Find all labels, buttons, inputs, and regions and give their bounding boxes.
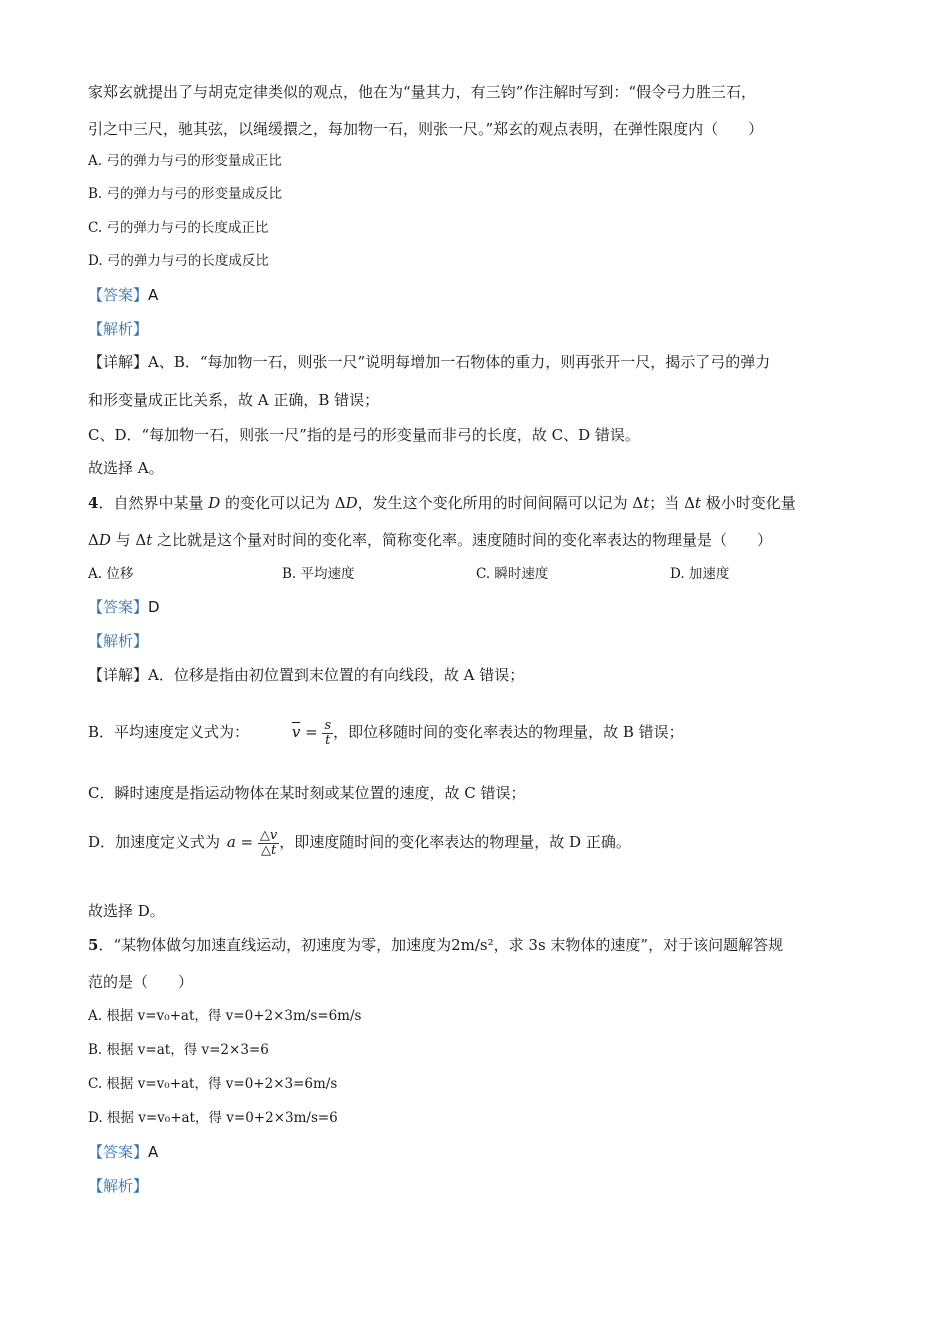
q5-answer xyxy=(88,1142,158,1162)
q4-text: ，发生这个变化所用的时间间隔可以记为 Δ xyxy=(357,494,644,512)
q3-option-a: A. 弓的弹力与弓的形变量成正比 xyxy=(88,153,282,169)
q4-text: ．自然界中某量 xyxy=(98,494,209,512)
q4-stem-line-2 xyxy=(88,530,772,550)
fraction-numerator: △v xyxy=(259,827,278,843)
q4-text: 之比就是这个量对时间的变化率，简称变化率。速度随时间的变化率表达的物理量是（ ） xyxy=(152,531,773,549)
q3-option-b: B. 弓的弹力与弓的形变量成反比 xyxy=(88,186,283,202)
detail-text: D．加速度定义式为 xyxy=(88,833,221,851)
q3-stem-line-1: 家郑玄就提出了与胡克定律类似的观点，他在为“量其力，有三钧”作注解时写到：“假令弓力胜三石， xyxy=(88,83,757,101)
q3-detail-line-2: 和形变量成正比关系，故 A 正确，B 错误； xyxy=(88,391,380,409)
detail-text: ，即速度随时间的变化率表达的物理量，故 D 正确。 xyxy=(279,833,631,851)
answer-tag: 【答案】 xyxy=(88,286,149,304)
formula-eq: = xyxy=(240,833,254,851)
q5-stem-line-2: 范的是（ ） xyxy=(88,973,194,991)
answer-tag: 【答案】 xyxy=(88,598,149,616)
detail-tag: 【详解】 xyxy=(88,353,149,371)
q4-detail-d xyxy=(88,822,631,862)
q3-option-c: C. 弓的弹力与弓的长度成正比 xyxy=(88,220,269,236)
q4-stem-line-1 xyxy=(88,493,796,513)
fraction-denominator: △t xyxy=(260,842,277,858)
fraction-numerator: s xyxy=(324,717,332,733)
q4-option-b: B. 平均速度 xyxy=(282,566,355,582)
q4-text: Δ xyxy=(88,531,99,549)
q4-text: 极小时变化量 xyxy=(700,494,796,512)
q5-number: 5 xyxy=(88,936,99,954)
q5-option-b: B. 根据 v=at，得 v=2×3=6 xyxy=(88,1042,269,1058)
detail-text: B．平均速度定义式为： xyxy=(88,723,250,741)
q3-detail-line-1 xyxy=(88,352,770,372)
q4-var: t xyxy=(643,494,650,512)
q3-stem-line-2: 引之中三尺，驰其弦，以绳缓擐之，每加物一石，则张一尺。”郑玄的观点表明，在弹性限度内（ ） xyxy=(88,120,764,138)
q5-option-a: A. 根据 v=v₀+at，得 v=0+2×3m/s=6m/s xyxy=(88,1008,362,1024)
answer-tag: 【答案】 xyxy=(88,1143,149,1161)
q5-option-c: C. 根据 v=v₀+at，得 v=0+2×3=6m/s xyxy=(88,1076,338,1092)
q4-conclusion: 故选择 D。 xyxy=(88,902,165,920)
q4-detail-c: C．瞬时速度是指运动物体在某时刻或某位置的速度，故 C 错误； xyxy=(88,784,526,802)
q3-analysis-tag: 【解析】 xyxy=(88,320,149,338)
answer-value: D xyxy=(148,598,160,616)
formula-fraction xyxy=(258,829,279,858)
q4-var: D xyxy=(208,494,221,512)
q4-option-c: C. 瞬时速度 xyxy=(476,566,549,582)
answer-value: A xyxy=(148,286,159,304)
q3-detail-line-3: C、D．“每加物一石，则张一尺”指的是弓的形变量而非弓的长度，故 C、D 错误。 xyxy=(88,426,640,444)
q4-text: 的变化可以记为 Δ xyxy=(220,494,346,512)
q4-var: t xyxy=(146,531,153,549)
q4-var: t xyxy=(694,494,701,512)
q3-answer xyxy=(88,285,158,305)
detail-text: A、B．“每加物一石，则张一尺”说明每增加一石物体的重力，则再张开一尺，揭示了弓的弹力 xyxy=(148,353,771,371)
answer-value: A xyxy=(148,1143,159,1161)
q4-number: 4 xyxy=(88,494,99,512)
formula-eq: = xyxy=(305,723,318,741)
q4-text: ；当 Δ xyxy=(649,494,695,512)
q4-text: 与 Δ xyxy=(110,531,147,549)
q5-analysis-tag: 【解析】 xyxy=(88,1177,149,1195)
q4-detail-a xyxy=(88,665,524,685)
q4-var: D xyxy=(98,531,111,549)
q5-text: ．“某物体做匀加速直线运动，初速度为零，加速度为2m/s²，求 3s 末物体的速度”，对于该问题解答规 xyxy=(98,936,784,954)
acceleration-formula xyxy=(227,822,279,862)
q4-detail-b xyxy=(88,712,684,752)
q5-option-d: D. 根据 v=v₀+at，得 v=0+2×3m/s=6 xyxy=(88,1110,338,1126)
q5-stem-line-1 xyxy=(88,935,783,955)
q3-option-d: D. 弓的弹力与弓的长度成反比 xyxy=(88,253,269,269)
formula-fraction xyxy=(322,719,333,748)
q4-var: D xyxy=(345,494,358,512)
detail-text: ，即位移随时间的变化率表达的物理量，故 B 错误； xyxy=(333,723,684,741)
q3-conclusion: 故选择 A。 xyxy=(88,459,164,477)
formula-a: a xyxy=(226,833,236,851)
q4-analysis-tag: 【解析】 xyxy=(88,632,149,650)
q4-option-d: D. 加速度 xyxy=(670,566,730,582)
avg-velocity-formula xyxy=(292,712,333,752)
detail-text: A．位移是指由初位置到末位置的有向线段，故 A 错误； xyxy=(148,666,525,684)
q4-option-a: A. 位移 xyxy=(88,566,134,582)
fraction-denominator: t xyxy=(325,732,331,748)
q4-answer xyxy=(88,597,160,617)
detail-tag: 【详解】 xyxy=(88,666,149,684)
formula-v: $\overline{v}$ xyxy=(291,723,301,741)
